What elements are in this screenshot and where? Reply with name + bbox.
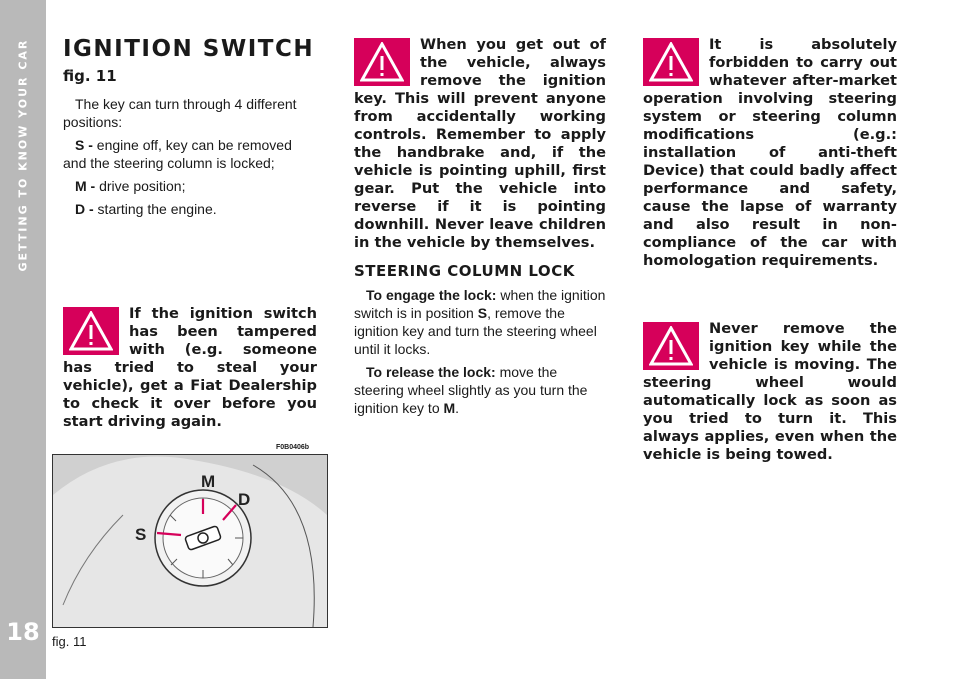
warning-triangle-icon: [354, 38, 410, 86]
column-3-lower: [643, 320, 897, 464]
position-key: D -: [75, 201, 94, 217]
side-band: [0, 0, 46, 679]
position-text: drive position;: [95, 178, 186, 194]
figure-reference: fig. 11: [63, 67, 117, 85]
engage-text: when the ignition switch is in position: [354, 287, 606, 321]
warning-forbidden: [643, 36, 897, 270]
warning-triangle-icon: [643, 38, 699, 86]
label-d: D: [238, 490, 251, 509]
engage-position: S: [477, 305, 488, 321]
position-text: engine off, key can be removed and the steering column is locked;: [63, 137, 292, 171]
warning-remove-key: [354, 36, 606, 252]
release-end: .: [455, 400, 460, 416]
warning-text: Never remove the ignition key while the vehicle is moving. The steering wheel would automatically lock as soon as you tried to turn it. This always applies, even when the vehicle is being towed.: [643, 320, 897, 463]
position-key: M -: [75, 178, 96, 194]
figure-caption: fig. 11: [52, 634, 87, 649]
position-text: starting the engine.: [93, 201, 217, 217]
release-text: move the steering wheel slightly as you turn the ignition key to: [354, 364, 588, 416]
column-2: [354, 36, 606, 422]
warning-text: If the ignition switch has been tampered with (e.g. someone has tried to steal your vehicle), get a Fiat Dealership to check it over before you start driving again.: [63, 305, 317, 430]
section-title: GETTING TO KNOW YOUR CAR: [16, 38, 30, 272]
figure-code: F0B0406b: [276, 444, 310, 451]
page-number: 18: [6, 618, 40, 646]
position-key: S -: [75, 137, 93, 153]
column-1: [63, 36, 317, 431]
engage-text-end: , remove the ignition key and turn the steering wheel until it locks.: [354, 305, 597, 357]
ignition-switch-illustration: [53, 455, 327, 627]
warning-text: When you get out of the vehicle, always remove the ignition key. This will prevent anyone from accidentally working controls. Remember to apply the handbrake and, if the vehicle is pointing uphill, first gear. Put the vehicle into reverse if it is pointing downhill. Never leave children in the vehicle by themselves.: [354, 36, 606, 251]
warning-triangle-icon: [63, 307, 119, 355]
release-lock-text: [354, 363, 606, 417]
release-position: M: [443, 400, 456, 416]
position-d: [63, 200, 317, 218]
intro-text: The key can turn through 4 different positions:: [63, 96, 297, 130]
position-m: [63, 177, 317, 195]
label-s: S: [135, 525, 147, 544]
steering-lock-heading: STEERING COLUMN LOCK: [354, 262, 575, 280]
warning-tampered: [63, 305, 317, 431]
label-m: M: [201, 472, 216, 491]
warning-triangle-icon: [643, 322, 699, 370]
engage-label: To engage the lock:: [366, 287, 497, 303]
page-title: IGNITION SWITCH: [63, 36, 315, 62]
release-label: To release the lock:: [366, 364, 496, 380]
warning-never-remove: [643, 320, 897, 464]
column-3: [643, 36, 897, 270]
engage-lock-text: [354, 286, 606, 358]
warning-text: It is absolutely forbidden to carry out whatever after-market operation involving steering system or steering column modifications (e.g.: installation of anti-theft Device) that could badly affect performance and safety, cause the lapse of warranty and also result in non-compliance of the car with homologation requirements.: [643, 36, 897, 269]
position-s: [63, 136, 317, 172]
ignition-figure: [52, 454, 328, 628]
